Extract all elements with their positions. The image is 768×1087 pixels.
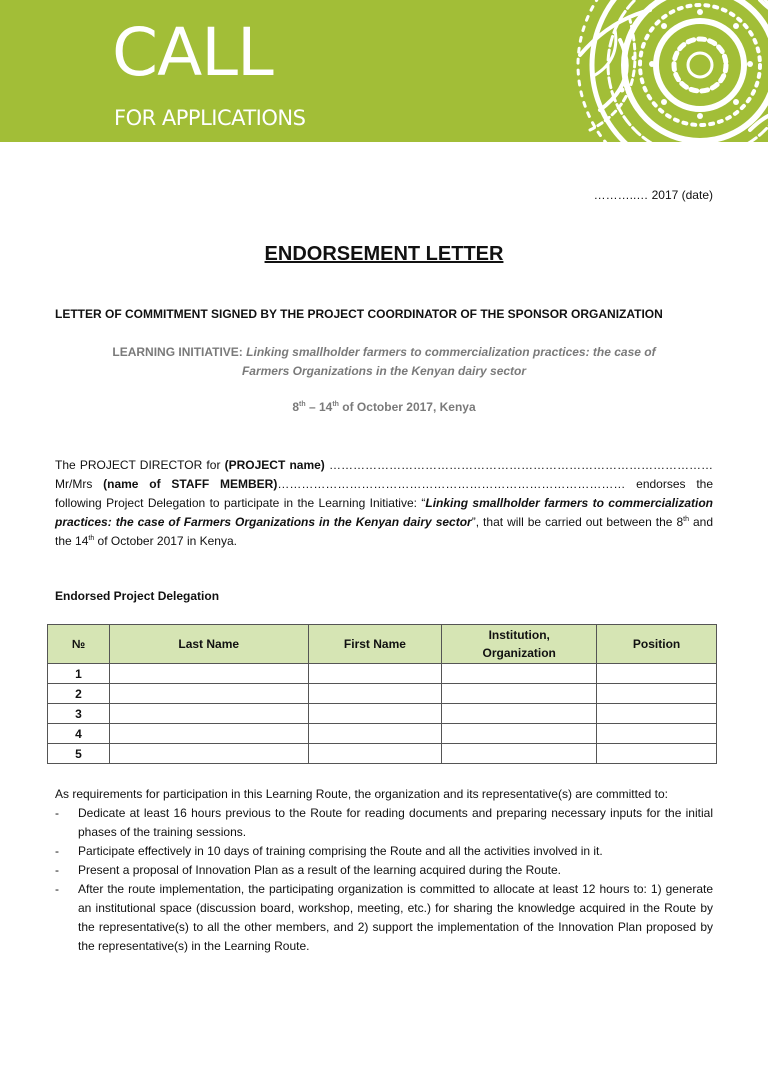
bullet-dash: - (55, 806, 59, 820)
institution-cell[interactable] (442, 744, 597, 764)
date-line: ………..… 2017 (date) (593, 188, 713, 202)
requirement-text: Participate effectively in 10 days of training comprising the Route and all the activities involved in it. (78, 844, 603, 858)
list-item (55, 804, 713, 842)
body-date: 8 (676, 515, 684, 529)
start-day-suffix: th (299, 401, 306, 408)
initiative-title: Linking smallholder farmers to commercialization practices: the case of Farmers Organizations in the Kenyan dairy sector (55, 496, 714, 529)
body-date-suffix: th (88, 535, 95, 542)
header-institution-line1: Institution, (488, 628, 550, 642)
requirements-list (55, 804, 713, 956)
position-cell[interactable] (597, 704, 717, 724)
date-rest: of October 2017, Kenya (338, 400, 476, 414)
header-institution-line2: Organization (482, 646, 556, 660)
body-text: ”, that will be carried out between the (471, 515, 677, 529)
requirements-section (55, 785, 713, 956)
initiative-dates (0, 400, 768, 414)
banner-subtitle: FOR APPLICATIONS (114, 106, 306, 130)
header-institution (442, 625, 597, 664)
table-row (48, 664, 717, 684)
first-name-cell[interactable] (308, 744, 442, 764)
row-number: 4 (48, 724, 110, 744)
last-name-cell[interactable] (109, 704, 308, 724)
row-number: 1 (48, 664, 110, 684)
requirement-text: After the route implementation, the participating organization is committed to allocate at least 12 hours to: 1) generate an institutional space (discussion board, workshop, meeting, etc.) for sharing the knowledge acquired in the Route by the representative(s) to all the other members, and 2) support the implementation of the Innovation Plan proposed by the representative(s) in the Learning Route. (78, 882, 713, 953)
decorative-pattern-icon (560, 0, 768, 142)
banner-title: CALL (112, 14, 273, 91)
body-text: of October 2017 in Kenya. (94, 534, 237, 548)
table-header-row (48, 625, 717, 664)
institution-cell[interactable] (442, 704, 597, 724)
bullet-dash: - (55, 882, 59, 896)
initiative-label: LEARNING INITIATIVE: (112, 345, 243, 359)
initiative-text: Linking smallholder farmers to commercialization practices: the case of Farmers Organizations in the Kenyan dairy sector (241, 345, 656, 378)
first-name-cell[interactable] (308, 684, 442, 704)
table-row (48, 684, 717, 704)
institution-cell[interactable] (442, 724, 597, 744)
first-name-cell[interactable] (308, 664, 442, 684)
last-name-cell[interactable] (109, 684, 308, 704)
header-last-name: Last Name (109, 625, 308, 664)
body-text: …………………………………………………………………………………… Mr/Mrs (55, 458, 713, 491)
letter-subtitle: LETTER OF COMMITMENT SIGNED BY THE PROJECT COORDINATOR OF THE SPONSOR ORGANIZATION (55, 307, 663, 321)
first-name-cell[interactable] (308, 724, 442, 744)
last-name-cell[interactable] (109, 744, 308, 764)
requirement-text: Dedicate at least 16 hours previous to the Route for reading documents and preparing necessary inputs for the initial phases of the training sessions. (78, 806, 713, 839)
requirements-intro: As requirements for participation in this Learning Route, the organization and its representative(s) are committed to: (55, 787, 668, 801)
end-day-suffix: th (332, 401, 339, 408)
position-cell[interactable] (597, 684, 717, 704)
list-item (55, 861, 713, 880)
body-text: The PROJECT DIRECTOR for (55, 458, 225, 472)
row-number: 3 (48, 704, 110, 724)
table-row (48, 744, 717, 764)
body-text: and the (55, 515, 713, 548)
last-name-cell[interactable] (109, 664, 308, 684)
list-item (55, 880, 713, 956)
end-day: 14 (318, 400, 333, 414)
position-cell[interactable] (597, 744, 717, 764)
date-separator: – (305, 400, 319, 414)
requirement-text: Present a proposal of Innovation Plan as a result of the learning acquired during the Route. (78, 863, 561, 877)
section-heading: Endorsed Project Delegation (55, 589, 220, 603)
project-name-label: (PROJECT name) (224, 458, 325, 472)
list-item (55, 842, 713, 861)
staff-member-label: (name of STAFF MEMBER) (103, 477, 278, 491)
table-row (48, 724, 717, 744)
last-name-cell[interactable] (109, 724, 308, 744)
position-cell[interactable] (597, 664, 717, 684)
endorsement-paragraph (55, 456, 713, 551)
start-day: 8 (292, 400, 300, 414)
body-date: 14 (75, 534, 89, 548)
bullet-dash: - (55, 844, 59, 858)
position-cell[interactable] (597, 724, 717, 744)
bullet-dash: - (55, 863, 59, 877)
row-number: 2 (48, 684, 110, 704)
first-name-cell[interactable] (308, 704, 442, 724)
row-number: 5 (48, 744, 110, 764)
learning-initiative (90, 343, 678, 381)
institution-cell[interactable] (442, 664, 597, 684)
delegation-table (47, 624, 717, 764)
page-title: ENDORSEMENT LETTER (264, 243, 504, 265)
call-banner (0, 0, 768, 142)
body-date-suffix: th (683, 516, 689, 523)
header-number: № (48, 625, 110, 664)
table-row (48, 704, 717, 724)
body-text: …………………………………………………………………………… endorses the following Project Delegation to participate in the Learning Initiative: “ (55, 477, 714, 510)
header-position: Position (597, 625, 717, 664)
institution-cell[interactable] (442, 684, 597, 704)
header-first-name: First Name (308, 625, 442, 664)
